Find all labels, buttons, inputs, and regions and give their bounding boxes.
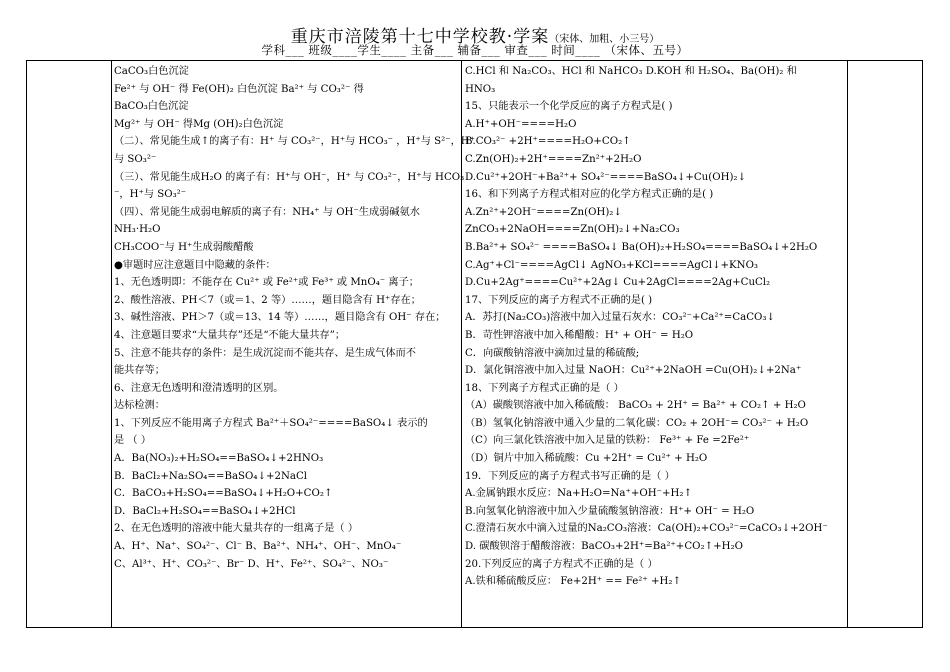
text-line: （C）向三氯化铁溶液中加入足量的铁粉： Fe³⁺ + Fe =2Fe²⁺ — [465, 435, 750, 447]
text-line: 4、注意题目要求“大量共存”还是“不能大量共存”； — [114, 329, 346, 341]
worksheet-table — [26, 60, 923, 628]
text-line: （二）、常见能生成↑的离子有：H⁺ 与 CO₃²⁻，H⁺与 HCO₃⁻ ，H⁺与 S²⁻，H⁺ — [114, 136, 476, 148]
text-line: ZnCO₃+2NaOH====Zn(OH)₂↓+Na₂CO₃ — [465, 224, 680, 236]
text-line: （四）、常见能生成弱电解质的离子有：NH₄⁺ 与 OH⁻生成弱碱氨水 — [114, 206, 420, 218]
text-line: CaCO₃白色沉淀 — [114, 66, 189, 77]
text-line: A．Ba(NO₃)₂+H₂SO₄==BaSO₄↓+2HNO₃ — [114, 453, 324, 465]
text-line: 19．下列反应的离子方程式书写正确的是（ ） — [465, 470, 675, 482]
text-line: Fe²⁺ 与 OH⁻ 得 Fe(OH)₂ 白色沉淀 Ba²⁺ 与 CO₃²⁻ 得 — [114, 83, 364, 95]
title-note: （宋体、加粗、小三号） — [549, 34, 660, 45]
text-line: （三）、常见能生成H₂O 的离子有：H⁺与 OH⁻，H⁺ 与 CO₃²⁻，H⁺与 HCO₃ — [114, 171, 465, 183]
text-line: D.Cu²⁺+2OH⁻+Ba²⁺+ SO₄²⁻====BaSO₄↓+Cu(OH)₂↓ — [465, 171, 747, 183]
text-line: 20.下列反应的离子方程式不正确的是（ ） — [465, 558, 658, 570]
text-line: Mg²⁺ 与 OH⁻ 得Mg (OH)₂白色沉淀 — [114, 118, 284, 130]
text-line: D．氯化铜溶液中加入过量 NaOH：Cu²⁺+2NaOH =Cu(OH)₂↓+2Na⁺ — [465, 365, 802, 377]
text-line: B.向氢氧化钠溶液中加入少量硫酸氢钠溶液：H⁺+ OH⁻ = H₂O — [465, 505, 755, 517]
page-subtitle: 学科___ 班级____学生____ 主备___ 辅备___ 审查___ 时间____ （宋体、五号） — [261, 43, 689, 57]
text-line: 达标检测： — [114, 400, 165, 412]
text-line: B．BaCl₂+Na₂SO₄==BaSO₄↓+2NaCl — [114, 470, 308, 482]
text-line: A、H⁺、Na⁺、SO₄²⁻、Cl⁻ B、Ba²⁺、NH₄⁺、OH⁻、MnO₄⁻ — [114, 541, 402, 553]
text-line: 2、酸性溶液、PH＜7（或＝1、2 等）……，题目隐含有 H⁺存在； — [114, 294, 421, 306]
text-line: 2、在无色透明的溶液中能大量共存的一组离子是（ ） — [114, 523, 359, 535]
text-line: C．BaCO₃+H₂SO₄==BaSO₄↓+H₂O+CO₂↑ — [114, 488, 333, 500]
text-line: 18、下列离子方程式正确的是（ ） — [465, 382, 624, 394]
text-line: NH₃·H₂O — [114, 224, 161, 236]
column-divider-right — [847, 61, 848, 627]
text-line: A.铁和稀硫酸反应： Fe+2H⁺ == Fe²⁺ +H₂↑ — [465, 576, 681, 588]
text-line: A.Zn²⁺+2OH⁻====Zn(OH)₂↓ — [465, 206, 622, 218]
text-line: D．BaCl₂+H₂SO₄==BaSO₄↓+2HCl — [114, 505, 296, 517]
text-line: C.Ag⁺+Cl⁻====AgCl↓ AgNO₃+KCl====AgCl↓+KNO₃ — [465, 259, 759, 271]
text-line: C．向碳酸钠溶液中滴加过量的稀硫酸; — [465, 347, 640, 359]
text-line: D. 碳酸钡溶于醋酸溶液：BaCO₃+2H⁺=Ba²⁺+CO₂↑+H₂O — [465, 541, 743, 553]
text-line: B．苛性钾溶液中加入稀醋酸：H⁺ + OH⁻ = H₂O — [465, 329, 694, 341]
text-line: 16、和下列离子方程式相对应的化学方程式正确的是( ) — [465, 189, 714, 201]
right-content-column — [465, 63, 845, 591]
text-line: C、Al³⁺、H⁺、CO₃²⁻、Br⁻ D、H⁺、Fe²⁺、SO₄²⁻、NO₃⁻ — [114, 558, 389, 570]
text-line: CH₃COO⁻与 H⁺生成弱酸醋酸 — [114, 241, 254, 253]
text-line: D.Cu+2Ag⁺====Cu²⁺+2Ag↓ Cu+2AgCl====2Ag+CuCl₂ — [465, 277, 771, 289]
text-line: 1、无色透明即：不能存在 Cu²⁺ 或 Fe²⁺或 Fe³⁺ 或 MnO₄⁻ 离子； — [114, 277, 419, 289]
text-line: C.Zn(OH)₂+2H⁺====Zn²⁺+2H₂O — [465, 153, 642, 165]
text-line: ⁻，H⁺与 SO₃²⁻ — [114, 189, 187, 201]
column-divider-left — [111, 61, 112, 627]
text-line: ●审题时应注意题目中隐藏的条件： — [114, 259, 276, 271]
title-text: 重庆市涪陵第十七中学校教·学案 — [290, 27, 550, 47]
text-line: 1、下列反应不能用离子方程式 Ba²⁺＋SO₄²⁻====BaSO₄↓ 表示的 — [114, 417, 428, 429]
text-line: BaCO₃白色沉淀 — [114, 101, 189, 113]
text-line: 6、注意无色透明和澄清透明的区别。 — [114, 382, 284, 394]
text-line: B.Ba²⁺+ SO₄²⁻ ====BaSO₄↓ Ba(OH)₂+H₂SO₄====BaSO₄↓+2H₂O — [465, 241, 818, 253]
text-line: A.金属钠跟水反应：Na+H₂O=Na⁺+OH⁻+H₂↑ — [465, 488, 693, 500]
text-line: （D）铜片中加入稀硫酸：Cu +2H⁺ = Cu²⁺ + H₂O — [465, 453, 708, 465]
text-line: C.澄清石灰水中滴入过量的Na₂CO₃溶液：Ca(OH)₂+CO₃²⁻=CaCO₃↓+2OH⁻ — [465, 523, 828, 535]
text-line: 3、碱性溶液、PH＞7（或＝13、14 等）……，题目隐含有 OH⁻ 存在； — [114, 312, 446, 324]
text-line: A.H⁺+OH⁻====H₂O — [465, 118, 577, 130]
text-line: HNO₃ — [465, 83, 496, 95]
text-line: C.HCl 和 Na₂CO₃、HCl 和 NaHCO₃ D.KOH 和 H₂SO₄、Ba(OH)₂ 和 — [465, 66, 797, 77]
left-content-column — [114, 63, 482, 573]
text-line: B.CO₃²⁻ +2H⁺====H₂O+CO₂↑ — [465, 136, 631, 148]
text-line: 15、只能表示一个化学反应的离子方程式是( ) — [465, 101, 673, 113]
text-line: （B）氢氧化钠溶液中通入少量的二氧化碳：CO₂ + 2OH⁻= CO₃²⁻ + H₂O — [465, 417, 809, 429]
text-line: 与 SO₃²⁻ — [114, 153, 157, 165]
text-line: A．苏打(Na₂CO₃)溶液中加入过量石灰水：CO₃²⁻+Ca²⁺=CaCO₃↓ — [465, 312, 775, 324]
text-line: （A）碳酸钡溶液中加入稀硫酸： BaCO₃ + 2H⁺ = Ba²⁺ + CO₂↑ + H₂O — [465, 400, 806, 412]
text-line: 能共存等； — [114, 365, 165, 377]
text-line: 17、下列反应的离子方程式不正确的是( ) — [465, 294, 653, 306]
text-line: 是 （ ） — [114, 435, 152, 447]
text-line: 5、注意不能共存的条件：是生成沉淀而不能共存、是生成气体而不 — [114, 347, 416, 359]
